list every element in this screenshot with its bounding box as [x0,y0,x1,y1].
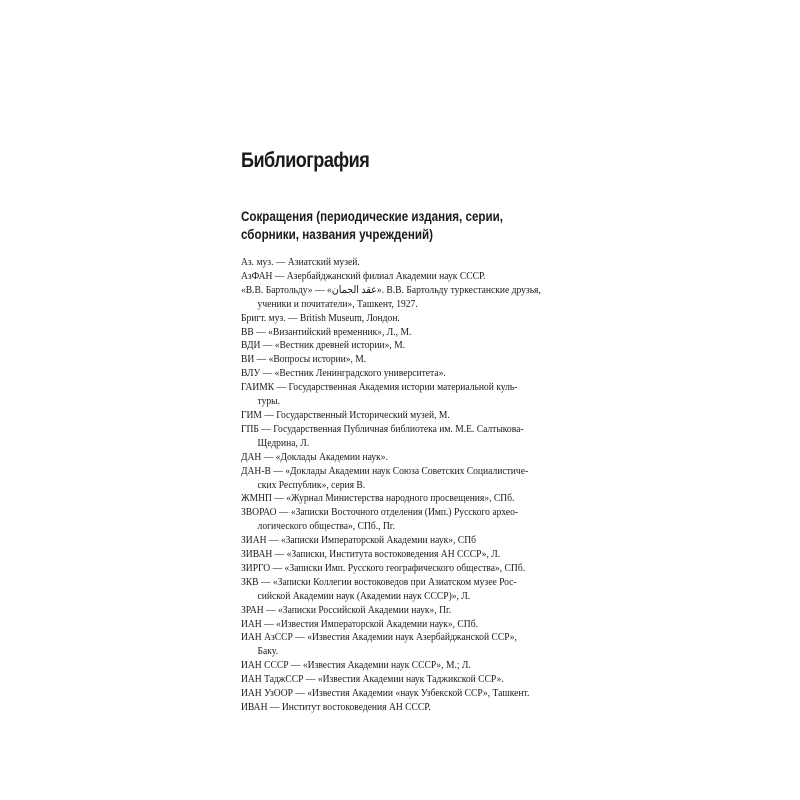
abbreviation-entry [241,381,571,409]
entry-text: ИАН АзССР — «Известия Академии наук Азербайджанской ССР», [241,632,517,644]
entry-text-continuation: логического общества», СПб., Пг. [257,521,396,533]
entry-text-continuation: ученики и почитатели», Ташкент, 1927. [257,298,418,310]
entry-text: ГАИМК — Государственная Академия истории материальной куль- [241,382,518,394]
abbreviation-entry [241,284,571,312]
abbreviation-entry [241,367,571,381]
entry-text: ДАН — «Доклады Академии наук». [241,451,388,463]
abbreviation-entry [241,451,571,465]
entry-text: ЗИАН — «Записки Императорской Академии наук», СПб [241,535,476,547]
entry-text: ВВ — «Византийский временник», Л., М. [241,326,412,338]
entry-text: ГИМ — Государственный Исторический музей, М. [241,409,450,421]
abbreviation-entry [241,256,571,270]
entry-text: Бригт. муз. — British Museum, Лондон. [241,312,400,324]
entry-text: ИАН УзООР — «Известия Академии «наук Узбекской ССР», Ташкент. [241,688,530,700]
entry-text: ВДИ — «Вестник древней истории», М. [241,340,406,352]
abbreviation-entry [241,631,571,659]
entry-text: ИАН СССР — «Известия Академии наук СССР», М.; Л. [241,660,471,672]
entry-text-continuation: ских Республик», серия В. [257,479,366,491]
entry-text: ЗВОРАО — «Записки Восточного отделения (Имп.) Русского архео- [241,507,519,519]
entry-text: ЗРАН — «Записки Российской Академии наук», Пг. [241,604,452,616]
entry-text: ЗИВАН — «Записки, Института востоковедения АН СССР», Л. [241,549,501,561]
entry-text: «В.В. Бартольду» — «عقد الجمان». В.В. Бартольду туркестанские друзья, [241,284,541,296]
entry-text: ИАН — «Известия Императорской Академии наук», СПб. [241,618,478,630]
entry-text: ДАН-В — «Доклады Академии наук Союза Советских Социалистиче- [241,465,529,477]
entry-text: Аз. муз. — Азиатский музей. [241,257,360,268]
abbreviation-entry [241,576,571,604]
section-heading [241,208,504,244]
abbreviation-entry [241,409,571,423]
abbreviation-entry [241,673,571,687]
entry-text-continuation: Баку. [257,646,279,658]
abbreviation-entry [241,326,571,340]
abbreviation-entry [241,687,571,701]
abbreviation-entry [241,701,571,715]
abbreviation-entry [241,465,571,493]
abbreviation-entry [241,534,571,548]
abbreviation-entry [241,423,571,451]
abbreviation-entry [241,492,571,506]
entry-text-continuation: Щедрина, Л. [257,437,310,449]
abbreviation-entry [241,618,571,632]
section-heading-line: Сокращения (периодические издания, серии, [241,209,504,224]
section-heading-line: сборники, названия учреждений) [241,227,433,242]
abbreviation-entry [241,353,571,367]
entry-text: ВЛУ — «Вестник Ленинградского университета». [241,368,446,380]
entry-text-continuation: туры. [257,396,280,408]
bibliography-page [241,147,571,715]
abbreviation-entry [241,270,571,284]
abbreviation-entry [241,562,571,576]
abbreviation-entry [241,604,571,618]
entry-text: ВИ — «Вопросы истории», М. [241,354,367,366]
entry-text-continuation: сийской Академии наук (Академии наук СССР)», Л. [257,590,471,602]
entry-text: ИАН ТаджССР — «Известия Академии наук Таджикской ССР». [241,674,504,686]
entry-text: ЖМНП — «Журнал Министерства народного просвещения», СПб. [241,493,515,505]
abbreviation-entry [241,339,571,353]
abbreviation-list [241,256,571,715]
page-title: Библиография [241,149,370,172]
abbreviation-entry [241,506,571,534]
entry-text: ГПБ — Государственная Публичная библиотека им. М.Е. Салтыкова- [241,423,524,435]
abbreviation-entry [241,312,571,326]
abbreviation-entry [241,548,571,562]
entry-text: ЗИРГО — «Записки Имп. Русского географического общества», СПб. [241,562,526,574]
abbreviation-entry [241,659,571,673]
entry-text: АзФАН — Азербайджанский филиал Академии наук СССР. [241,270,486,282]
entry-text: ЗКВ — «Записки Коллегии востоковедов при Азиатском музее Рос- [241,576,517,588]
entry-text: ИВАН — Институт востоковедения АН СССР. [241,702,431,713]
